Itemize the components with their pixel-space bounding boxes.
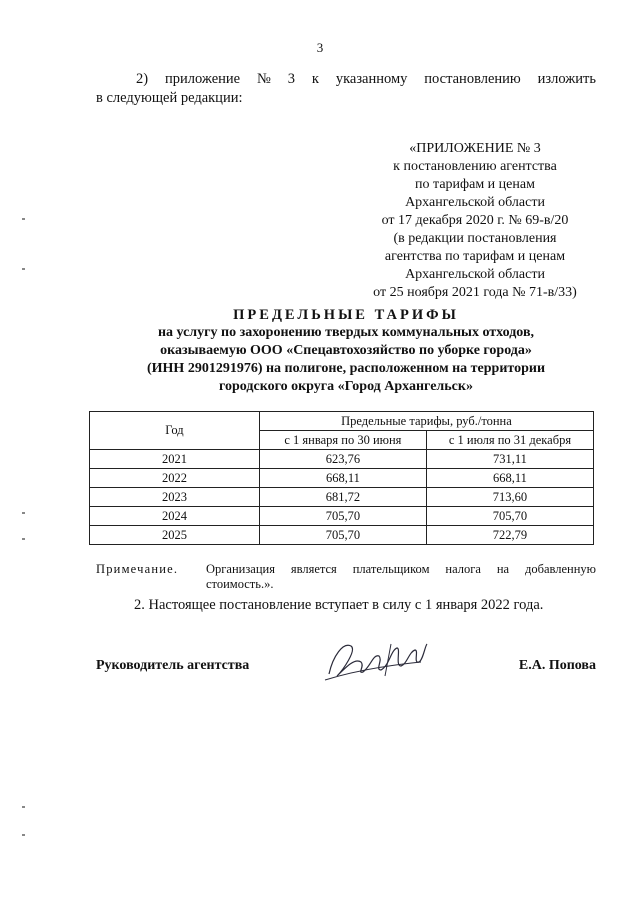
word: указанному bbox=[335, 71, 408, 87]
year-cell: 2023 bbox=[90, 488, 260, 507]
word: изложить bbox=[537, 71, 596, 87]
appendix-line: по тарифам и ценам bbox=[415, 177, 535, 192]
item-2-first-line bbox=[96, 70, 596, 89]
title-heading: ПРЕДЕЛЬНЫЕ ТАРИФЫ bbox=[233, 307, 459, 323]
note-second-line: стоимость.». bbox=[206, 577, 274, 591]
word: постановлению bbox=[424, 71, 521, 87]
margin-mark bbox=[22, 512, 25, 514]
second-half-cell: 722,79 bbox=[426, 526, 593, 545]
first-half-cell: 705,70 bbox=[259, 526, 426, 545]
second-half-cell: 731,11 bbox=[426, 450, 593, 469]
year-cell: 2022 bbox=[90, 469, 260, 488]
year-cell: 2024 bbox=[90, 507, 260, 526]
word: Организация bbox=[206, 562, 275, 576]
appendix-line: Архангельской области bbox=[405, 267, 545, 282]
word: на bbox=[496, 562, 510, 576]
appendix-line: «ПРИЛОЖЕНИЕ № 3 bbox=[409, 141, 541, 156]
second-half-cell: 668,11 bbox=[426, 469, 593, 488]
margin-mark bbox=[22, 806, 25, 808]
second-half-header: с 1 июля по 31 декабря bbox=[426, 431, 593, 450]
word: налога bbox=[445, 562, 481, 576]
appendix-line: от 17 декабря 2020 г. № 69-в/20 bbox=[381, 213, 569, 228]
second-half-cell: 713,60 bbox=[426, 488, 593, 507]
title-line: (ИНН 2901291976) на полигоне, расположенном на территории bbox=[146, 361, 546, 376]
first-half-header: с 1 января по 30 июня bbox=[259, 431, 426, 450]
word: 2) bbox=[136, 71, 149, 87]
margin-mark bbox=[22, 538, 25, 540]
signatory-role: Руководитель агентства bbox=[96, 658, 250, 673]
title-line: оказываемую ООО «Спецавтохозяйство по уборке города» bbox=[160, 343, 532, 358]
word: приложение bbox=[164, 71, 241, 87]
appendix-line: Архангельской области bbox=[405, 195, 545, 210]
margin-mark bbox=[22, 834, 25, 836]
word: является bbox=[290, 562, 337, 576]
margin-mark bbox=[22, 268, 25, 270]
item-2-paragraph bbox=[96, 70, 596, 108]
item-2-second-line: в следующей редакции: bbox=[96, 90, 243, 106]
word: добавленную bbox=[524, 562, 596, 576]
signatory-name: Е.А. Попова bbox=[518, 658, 596, 673]
table-row bbox=[90, 469, 594, 488]
first-half-cell: 623,76 bbox=[259, 450, 426, 469]
year-header: Год bbox=[90, 412, 260, 450]
word: 3 bbox=[287, 71, 295, 87]
table-row bbox=[90, 488, 594, 507]
handwritten-signature-icon bbox=[321, 636, 431, 686]
year-cell: 2021 bbox=[90, 450, 260, 469]
year-cell: 2025 bbox=[90, 526, 260, 545]
word: плательщиком bbox=[352, 562, 430, 576]
title-line: на услугу по захоронению твердых коммунальных отходов, bbox=[157, 325, 535, 340]
appendix-line: к постановлению агентства bbox=[393, 159, 557, 174]
table-row bbox=[90, 526, 594, 545]
appendix-line: (в редакции постановления bbox=[393, 231, 557, 246]
note-block bbox=[96, 562, 596, 592]
table-row bbox=[90, 450, 594, 469]
appendix-line: агентства по тарифам и ценам bbox=[384, 249, 566, 264]
document-title bbox=[96, 306, 596, 396]
first-half-cell: 705,70 bbox=[259, 507, 426, 526]
note-text bbox=[206, 562, 596, 577]
table-header-row bbox=[90, 412, 594, 431]
note-first-line bbox=[96, 562, 596, 577]
appendix-header bbox=[360, 140, 590, 302]
title-line: городского округа «Город Архангельск» bbox=[219, 379, 473, 394]
second-half-cell: 705,70 bbox=[426, 507, 593, 526]
margin-mark bbox=[22, 218, 25, 220]
word: к bbox=[311, 71, 319, 87]
word: № bbox=[257, 71, 271, 87]
effective-date-paragraph: 2. Настоящее постановление вступает в силу с 1 января 2022 года. bbox=[134, 597, 544, 613]
page-number: 3 bbox=[316, 40, 324, 55]
tariffs-table bbox=[89, 411, 594, 545]
note-label: Примечание. bbox=[96, 562, 179, 576]
first-half-cell: 668,11 bbox=[259, 469, 426, 488]
tariff-group-header: Предельные тарифы, руб./тонна bbox=[259, 412, 593, 431]
appendix-line: от 25 ноября 2021 года № 71-в/33) bbox=[373, 285, 577, 300]
first-half-cell: 681,72 bbox=[259, 488, 426, 507]
table-row bbox=[90, 507, 594, 526]
